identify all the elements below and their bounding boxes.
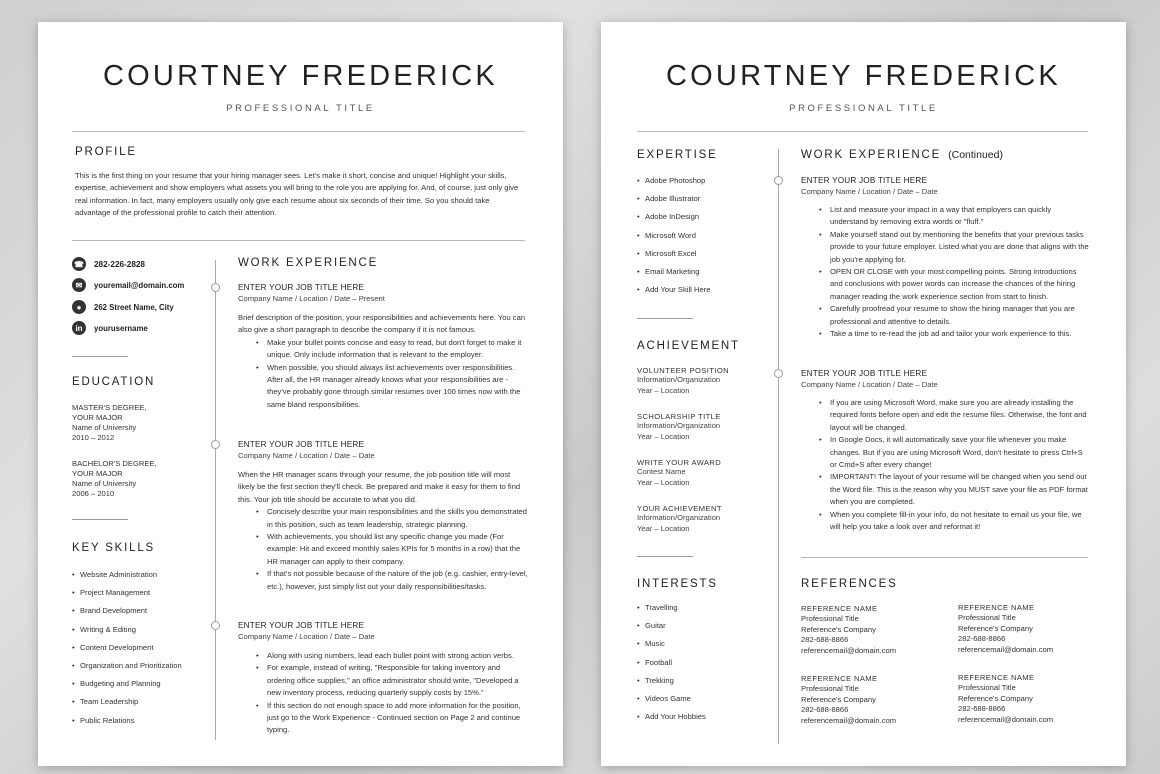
reference-item (958, 603, 1053, 655)
list-item: • OPEN OR CLOSE with your most compelling points. Strong introductions and conclusions with power words can increase the chances of the hiring manager reading the work experience section from start to finish. (801, 266, 1091, 303)
list-item: • Take a time to re-read the job ad and tailor your work experience to this. (801, 328, 1091, 340)
reference-title: Professional Title (801, 684, 859, 694)
years: 2006 – 2010 (72, 489, 115, 498)
list-item: • Microsoft Word (637, 231, 767, 249)
job-company: Company Name / Location / Date – Date (238, 632, 375, 641)
list-item: • List and measure your impact in a way that employers can quickly understand by removing extra words or "fluff." (801, 204, 1091, 229)
school: Name of University (72, 479, 137, 488)
work-experience-title: WORK EXPERIENCE (801, 149, 942, 161)
achievement-divider (637, 556, 693, 557)
major: YOUR MAJOR (72, 413, 123, 422)
achievement-line: Information/Organization (637, 375, 721, 384)
work-experience-heading (801, 149, 1003, 161)
job-bullets (238, 650, 528, 737)
achievement-line: Information/Organization (637, 513, 721, 522)
list-item: • With achievements, you should list any specific change you made (For example: Hit and exceed monthly sales KPIs for 5 months in a row) that the HR manager can apply to their company. (238, 531, 528, 568)
reference-company: Reference's Company (801, 694, 876, 704)
reference-email: referencemail@domain.com (958, 644, 1054, 654)
years: 2010 – 2012 (72, 433, 115, 442)
list-item: • Add Your Skill Here (637, 285, 767, 303)
timeline-dot (211, 440, 220, 449)
reference-phone: 282-688-8866 (801, 705, 849, 715)
list-item: • Trekking (637, 676, 767, 694)
profile-text: This is the first thing on your resume that your hiring manager sees. Let's make it short, concise and unique! Highlight your skills, expertise, achievement and show employers what assets you will bring to the role you are applying for. And, of course, just only give real information. In fact, many employers usually only give each resume about six seconds of their time. So you should take advantage of the professional profile to catch their attention. (75, 171, 519, 218)
achievement-line: Year – Location (637, 523, 690, 533)
resume-page-1 (38, 22, 563, 766)
list-item: • Videos Game (637, 694, 767, 712)
reference-item (958, 673, 1053, 725)
resume-page-2 (601, 22, 1126, 766)
list-item: • If that's not possible because of the nature of the job (e.g. cashier, entry-level, etc.), however, just simply list out your daily responsibilities/tasks. (238, 568, 528, 593)
job-entry (238, 440, 528, 593)
list-item: • When you complete fill-in your info, do not hesitate to email us your file, we will help you take a look over and reformat it! (801, 509, 1091, 534)
contact-email (72, 278, 184, 292)
candidate-name: COURTNEY FREDERICK (666, 60, 1061, 92)
reference-phone: 282-688-8866 (801, 635, 849, 645)
reference-name: REFERENCE NAME (958, 603, 1035, 612)
list-item: • Adobe Photoshop (637, 176, 767, 194)
list-item: • For example, instead of writing, "Responsible for taking inventory and ordering office supplies," an office administrator should write, "Developed a new inventory process, reducing quarterly supply costs by 15%." (238, 662, 528, 699)
job-title: ENTER YOUR JOB TITLE HERE (238, 283, 365, 292)
list-item: • Public Relations (72, 716, 212, 734)
reference-title: Professional Title (958, 613, 1016, 623)
work-divider (801, 557, 1088, 558)
timeline-line (778, 149, 779, 744)
reference-name: REFERENCE NAME (958, 673, 1035, 682)
reference-company: Reference's Company (958, 693, 1033, 703)
timeline-dot (211, 283, 220, 292)
job-entry (238, 283, 528, 411)
profile-heading: PROFILE (75, 146, 137, 158)
list-item: • Content Development (72, 643, 212, 661)
list-item: • Microsoft Excel (637, 249, 767, 267)
timeline-dot (774, 176, 783, 185)
reference-email: referencemail@domain.com (801, 645, 897, 655)
contact-phone (72, 257, 145, 271)
location-pin-icon: ● (72, 300, 86, 314)
achievement-item (637, 504, 722, 534)
list-item: • Football (637, 658, 767, 676)
education-item (72, 403, 146, 443)
education-item (72, 459, 157, 499)
reference-company: Reference's Company (958, 623, 1033, 633)
job-entry (801, 176, 1091, 340)
professional-title: PROFESSIONAL TITLE (226, 103, 375, 114)
email-icon: ✉ (72, 278, 86, 292)
list-item: • Organization and Prioritization (72, 661, 212, 679)
list-item: • If you are using Microsoft Word, make sure you are already installing the required fonts before open and edit the resume files. Otherwise, the font and layout will be changed. (801, 397, 1091, 434)
key-skills-list (72, 570, 212, 734)
job-company: Company Name / Location / Date – Date (801, 187, 938, 196)
list-item: • In Google Docs, it will automatically save your file whenever you make changes. But if you are using Microsoft Word, don't hesitate to press Ctrl+S or Cmd+S after every change! (801, 434, 1091, 471)
job-description: Brief description of the position, your responsibilities and achievements here. You can also give a short paragraph to describe the company if it is not famous. (238, 313, 526, 335)
list-item: • Along with using numbers, lead each bullet point with strong action verbs. (238, 650, 528, 662)
candidate-name: COURTNEY FREDERICK (103, 60, 498, 92)
achievement-line: Year – Location (637, 385, 690, 395)
reference-phone: 282-688-8866 (958, 704, 1006, 714)
list-item: • Make your bullet points concise and easy to read, but don't forget to make it unique. Only include information that is relevant to the employer. (238, 337, 528, 362)
header-divider (637, 131, 1088, 132)
list-item: • Carefully proofread your resume to show the hiring manager that you are professional and attentive to details. (801, 303, 1091, 328)
achievement-heading: ACHIEVEMENT (637, 340, 740, 352)
reference-email: referencemail@domain.com (801, 715, 897, 725)
continued-label: (Continued) (948, 149, 1003, 161)
contact-email-text: youremail@domain.com (94, 280, 185, 290)
contact-divider (72, 356, 128, 357)
interests-heading: INTERESTS (637, 578, 718, 590)
list-item: • Travelling (637, 603, 767, 621)
list-item: • Team Leadership (72, 697, 212, 715)
expertise-heading: EXPERTISE (637, 149, 718, 161)
achievement-title: VOLUNTEER POSITION (637, 366, 730, 375)
interests-list (637, 603, 767, 730)
job-title: ENTER YOUR JOB TITLE HERE (238, 621, 365, 630)
job-company: Company Name / Location / Date – Date (801, 380, 938, 389)
work-experience-heading: WORK EXPERIENCE (238, 257, 379, 269)
achievement-title: WRITE YOUR AWARD (637, 458, 722, 467)
achievement-line: Information/Organization (637, 421, 721, 430)
job-description: When the HR manager scans through your resume, the job position title will most likely be the first section they'll check. Be prepared and make it easy for them to find this. Your job title should be accurate to what you did. (238, 470, 521, 504)
list-item: • Budgeting and Planning (72, 679, 212, 697)
reference-item (801, 674, 896, 726)
achievement-line: Contest Name (637, 467, 686, 476)
degree: MASTER'S DEGREE, (72, 403, 147, 412)
education-divider (72, 519, 128, 520)
job-bullets (801, 397, 1091, 533)
degree: BACHELOR'S DEGREE, (72, 459, 157, 468)
list-item: • When possible, you should always list achievements over responsibilities. After all, the HR manager already knows what your responsibilities are - they've probably gone through similar resumes over 100 times now with the same bland responsibilities. (238, 362, 528, 412)
list-item: • Project Management (72, 588, 212, 606)
list-item: • Website Administration (72, 570, 212, 588)
contact-linkedin (72, 321, 148, 335)
reference-phone: 282-688-8866 (958, 634, 1006, 644)
achievement-item (637, 412, 721, 442)
list-item: • Add Your Hobbies (637, 712, 767, 730)
achievement-item (637, 458, 721, 488)
list-item: • If this section do not enough space to add more information for the position, just go to the Work Experience - Continued section on Page 2 and continue typing. (238, 700, 528, 737)
contact-address (72, 300, 174, 314)
contact-linkedin-text: yourusername (94, 323, 148, 333)
list-item: • Email Marketing (637, 267, 767, 285)
expertise-list (637, 176, 767, 303)
reference-email: referencemail@domain.com (958, 714, 1054, 724)
list-item: • Adobe Illustrator (637, 194, 767, 212)
professional-title: PROFESSIONAL TITLE (789, 103, 938, 114)
job-title: ENTER YOUR JOB TITLE HERE (238, 440, 365, 449)
job-bullets (238, 337, 528, 411)
list-item: • Adobe InDesign (637, 212, 767, 230)
job-entry (238, 621, 528, 737)
contact-phone-text: 282-226-2828 (94, 259, 145, 269)
list-item: • Concisely describe your main responsibilities and the skills you demonstrated in this position, such as team leadership, strategic planning. (238, 506, 528, 531)
major: YOUR MAJOR (72, 469, 123, 478)
job-company: Company Name / Location / Date – Present (238, 294, 385, 303)
school: Name of University (72, 423, 137, 432)
job-entry (801, 369, 1091, 533)
header-divider (72, 131, 525, 132)
achievement-title: SCHOLARSHIP TITLE (637, 412, 721, 421)
list-item: • IMPORTANT! The layout of your resume will be changed when you send out the Word file. This is the reason why you MUST save your file as PDF format when you are completed. (801, 471, 1091, 508)
job-bullets (801, 204, 1091, 340)
reference-name: REFERENCE NAME (801, 604, 878, 613)
achievement-line: Year – Location (637, 477, 690, 487)
timeline-dot (211, 621, 220, 630)
job-bullets (238, 506, 528, 593)
job-title: ENTER YOUR JOB TITLE HERE (801, 369, 928, 378)
reference-title: Professional Title (801, 614, 859, 624)
reference-title: Professional Title (958, 683, 1016, 693)
education-heading: EDUCATION (72, 376, 156, 388)
references-heading: REFERENCES (801, 578, 898, 590)
job-title: ENTER YOUR JOB TITLE HERE (801, 176, 928, 185)
list-item: • Make yourself stand out by mentioning the benefits that your previous tasks provide to your future employer. Listed what you are done that aligns with the job you're applying for. (801, 229, 1091, 266)
key-skills-heading: KEY SKILLS (72, 542, 155, 554)
timeline-dot (774, 369, 783, 378)
contact-address-text: 262 Street Name, City (94, 302, 174, 312)
list-item: • Brand Development (72, 606, 212, 624)
job-company: Company Name / Location / Date – Date (238, 451, 375, 460)
reference-item (801, 604, 896, 656)
list-item: • Writing & Editing (72, 625, 212, 643)
timeline-line (215, 260, 216, 740)
list-item: • Guitar (637, 621, 767, 639)
profile-divider (72, 240, 525, 241)
reference-company: Reference's Company (801, 624, 876, 634)
achievement-item (637, 366, 729, 396)
linkedin-icon: in (72, 321, 86, 335)
expertise-divider (637, 318, 693, 319)
achievement-title: YOUR ACHIEVEMENT (637, 504, 722, 513)
list-item: • Music (637, 639, 767, 657)
reference-name: REFERENCE NAME (801, 674, 878, 683)
phone-icon: ☎ (72, 257, 86, 271)
achievement-line: Year – Location (637, 431, 690, 441)
